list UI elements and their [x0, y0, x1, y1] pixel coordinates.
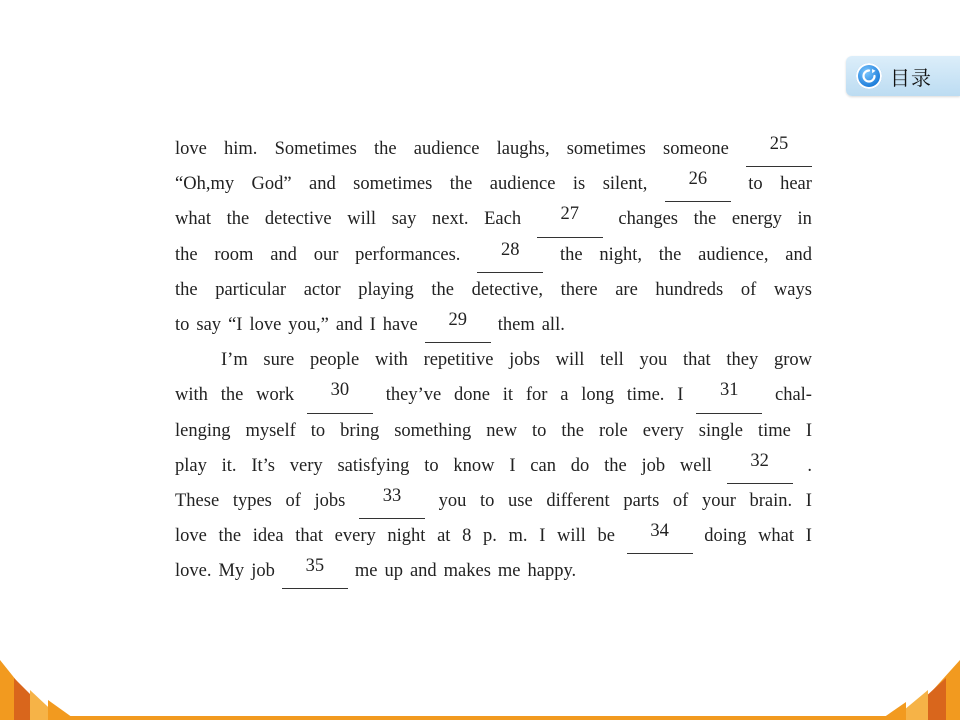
- passage-word: with: [374, 350, 408, 371]
- passage-word: to: [480, 490, 495, 511]
- passage-word: what: [175, 209, 211, 230]
- passage-word: audience,: [698, 244, 769, 265]
- passage-word: at: [437, 526, 451, 547]
- passage-word: laughs,: [496, 139, 550, 159]
- passage-word: doing: [704, 526, 747, 547]
- passage-word: is: [572, 174, 586, 195]
- passage-word: the: [449, 174, 473, 195]
- passage-word: will: [347, 209, 377, 230]
- passage-word: the: [604, 455, 627, 476]
- passage-word: use: [508, 490, 533, 511]
- answer-blank-28[interactable]: 28: [477, 238, 543, 273]
- passage-line: [175, 343, 812, 378]
- refresh-arrow-glyph: [861, 68, 877, 84]
- passage-word: all.: [541, 314, 565, 335]
- passage-line: [175, 449, 812, 484]
- passage-word: the: [175, 244, 198, 265]
- passage-word: they’ve: [385, 385, 442, 406]
- passage-line: [175, 167, 812, 202]
- passage-word: your: [701, 490, 736, 511]
- passage-word: him.: [224, 139, 258, 159]
- passage-word: love: [249, 314, 282, 335]
- passage-word: I: [509, 455, 516, 476]
- passage-word: people: [309, 350, 360, 371]
- passage-word: play: [175, 455, 207, 476]
- passage-word: something: [394, 420, 472, 441]
- passage-word: someone: [663, 139, 729, 159]
- passage-word: to: [424, 455, 439, 476]
- passage-word: These: [175, 490, 220, 511]
- answer-blank-32[interactable]: 32: [727, 449, 793, 484]
- passage-word: the: [431, 279, 455, 300]
- passage-word: know: [453, 455, 495, 476]
- passage-word: grow: [773, 350, 812, 371]
- answer-blank-27[interactable]: 27: [537, 202, 603, 237]
- passage-word: actor: [303, 279, 341, 300]
- cloze-passage: [175, 132, 812, 589]
- passage-word: night: [387, 526, 426, 547]
- passage-word: to: [748, 174, 763, 195]
- passage-line: [175, 238, 812, 273]
- passage-word: there: [560, 279, 598, 300]
- passage-word: God”: [251, 174, 292, 195]
- passage-word: have: [382, 314, 418, 335]
- passage-word: sure: [263, 350, 295, 371]
- passage-word: do: [570, 455, 590, 476]
- passage-word: happy.: [527, 561, 577, 582]
- passage-line: [175, 554, 812, 589]
- passage-word: single: [698, 420, 743, 441]
- passage-line: [175, 414, 812, 449]
- passage-word: It’s: [251, 455, 275, 476]
- passage-word: that: [295, 526, 323, 547]
- refresh-arrow-icon: [856, 63, 882, 89]
- passage-word: myself: [245, 420, 296, 441]
- passage-word: they: [726, 350, 759, 371]
- passage-word: to: [310, 420, 326, 441]
- answer-blank-29[interactable]: 29: [425, 308, 491, 343]
- passage-word: idea: [252, 526, 284, 547]
- passage-word: me: [354, 561, 378, 582]
- answer-blank-25[interactable]: 25: [746, 132, 812, 167]
- passage-word: love.: [175, 561, 212, 582]
- passage-word: I: [805, 490, 812, 511]
- passage-word: are: [615, 279, 638, 300]
- passage-word: long: [581, 385, 615, 406]
- passage-word: new: [486, 420, 518, 441]
- passage-word: be: [597, 526, 615, 547]
- passage-word: me: [497, 561, 521, 582]
- passage-line: [175, 519, 812, 554]
- passage-word: the: [220, 385, 244, 406]
- passage-word: that: [682, 350, 711, 371]
- passage-word: I: [677, 385, 684, 406]
- passage-word: and: [309, 174, 336, 195]
- bottom-decoration: [0, 660, 960, 720]
- passage-word: bring: [340, 420, 380, 441]
- passage-word: the: [218, 526, 242, 547]
- passage-word: to: [532, 420, 547, 441]
- passage-word: sometimes: [566, 139, 646, 159]
- passage-word: I: [805, 526, 812, 547]
- passage-word: what: [758, 526, 795, 547]
- passage-word: the: [175, 279, 198, 300]
- passage-word: jobs: [509, 350, 540, 371]
- passage-word: and: [409, 561, 437, 582]
- toc-label: 目录: [890, 65, 932, 90]
- passage-word: audience: [489, 174, 556, 195]
- passage-line: [175, 202, 812, 237]
- passage-word: well: [679, 455, 712, 476]
- passage-word: of: [285, 490, 301, 511]
- passage-word: and: [335, 314, 363, 335]
- passage-word: love: [175, 526, 207, 547]
- passage-word: “I: [228, 314, 243, 335]
- passage-word: the: [373, 139, 397, 159]
- passage-word: very: [289, 455, 323, 476]
- passage-line: [175, 484, 812, 519]
- passage-word: every: [334, 526, 376, 547]
- passage-word: it.: [221, 455, 237, 476]
- passage-word: detective: [264, 209, 332, 230]
- passage-word: silent,: [602, 174, 648, 195]
- passage-word: our: [313, 244, 339, 265]
- passage-word: job: [641, 455, 666, 476]
- passage-word: of: [672, 490, 689, 511]
- passage-word: will: [555, 350, 585, 371]
- passage-word: p.: [483, 526, 497, 547]
- toc-button[interactable]: [846, 56, 960, 96]
- passage-word: hear: [780, 174, 812, 195]
- passage-word: job: [251, 561, 275, 582]
- answer-blank-35[interactable]: 35: [282, 554, 348, 589]
- passage-word: I: [539, 526, 546, 547]
- passage-word: the: [559, 244, 583, 265]
- passage-word: every: [642, 420, 684, 441]
- passage-word: you: [438, 490, 467, 511]
- passage-word: in: [797, 209, 812, 230]
- passage-word: ways: [773, 279, 812, 300]
- answer-blank-34[interactable]: 34: [627, 519, 693, 554]
- passage-word: can: [530, 455, 556, 476]
- passage-word: time.: [626, 385, 665, 406]
- passage-word: to: [175, 314, 190, 335]
- passage-word: of: [740, 279, 757, 300]
- answer-blank-26[interactable]: 26: [665, 167, 731, 202]
- passage-word: I: [369, 314, 376, 335]
- passage-word: repetitive: [423, 350, 494, 371]
- passage-word: say: [391, 209, 417, 230]
- passage-word: done: [454, 385, 490, 406]
- passage-word: chal-: [775, 385, 812, 406]
- passage-word: you: [639, 350, 668, 371]
- passage-word: energy: [731, 209, 782, 230]
- passage-word: say: [196, 314, 222, 335]
- answer-blank-31[interactable]: 31: [696, 378, 762, 413]
- passage-word: particular: [215, 279, 287, 300]
- passage-word: a: [560, 385, 569, 406]
- passage-word: lenging: [175, 420, 231, 441]
- passage-word: 8: [462, 526, 472, 547]
- passage-word: playing: [358, 279, 414, 300]
- passage-word: the: [226, 209, 250, 230]
- passage-word: time: [757, 420, 791, 441]
- passage-word: jobs: [314, 490, 346, 511]
- passage-word: Sometimes: [274, 139, 357, 159]
- passage-word: up: [384, 561, 403, 582]
- passage-word: the: [561, 420, 585, 441]
- passage-word: will: [557, 526, 586, 547]
- passage-line: [175, 378, 812, 413]
- passage-word: detective,: [471, 279, 544, 300]
- passage-word: them: [497, 314, 535, 335]
- answer-blank-30[interactable]: 30: [307, 378, 373, 413]
- passage-word: and: [785, 244, 812, 265]
- passage-word: the: [693, 209, 717, 230]
- passage-word: audience: [413, 139, 480, 159]
- answer-blank-33[interactable]: 33: [359, 484, 425, 519]
- passage-line: [175, 132, 812, 167]
- passage-word: changes: [618, 209, 678, 230]
- passage-word: next.: [432, 209, 469, 230]
- passage-word: night,: [599, 244, 642, 265]
- passage-word: m.: [508, 526, 528, 547]
- passage-word: brain.: [749, 490, 793, 511]
- passage-word: hundreds: [655, 279, 724, 300]
- passage-word: role: [598, 420, 628, 441]
- passage-word: types: [232, 490, 272, 511]
- passage-word: it: [502, 385, 514, 406]
- passage-word: love: [175, 139, 207, 159]
- passage-word: “Oh,my: [175, 174, 235, 195]
- passage-word: work: [256, 385, 295, 406]
- passage-line: [175, 308, 812, 343]
- passage-word: different: [546, 490, 610, 511]
- passage-word: you,”: [288, 314, 329, 335]
- passage-line: [175, 273, 812, 308]
- passage-word: for: [525, 385, 548, 406]
- passage-word: performances.: [355, 244, 461, 265]
- passage-word: Each: [484, 209, 522, 230]
- passage-word: the: [658, 244, 682, 265]
- passage-word: satisfying: [337, 455, 410, 476]
- passage-word: sometimes: [353, 174, 433, 195]
- passage-word: room: [214, 244, 254, 265]
- passage-word: I’m: [221, 350, 248, 371]
- passage-word: I: [805, 420, 812, 441]
- passage-word: and: [270, 244, 297, 265]
- passage-word: parts: [623, 490, 660, 511]
- passage-word: My: [218, 561, 245, 582]
- passage-word: .: [807, 455, 812, 476]
- passage-word: tell: [600, 350, 624, 371]
- passage-word: with: [175, 385, 208, 406]
- passage-word: makes: [443, 561, 491, 582]
